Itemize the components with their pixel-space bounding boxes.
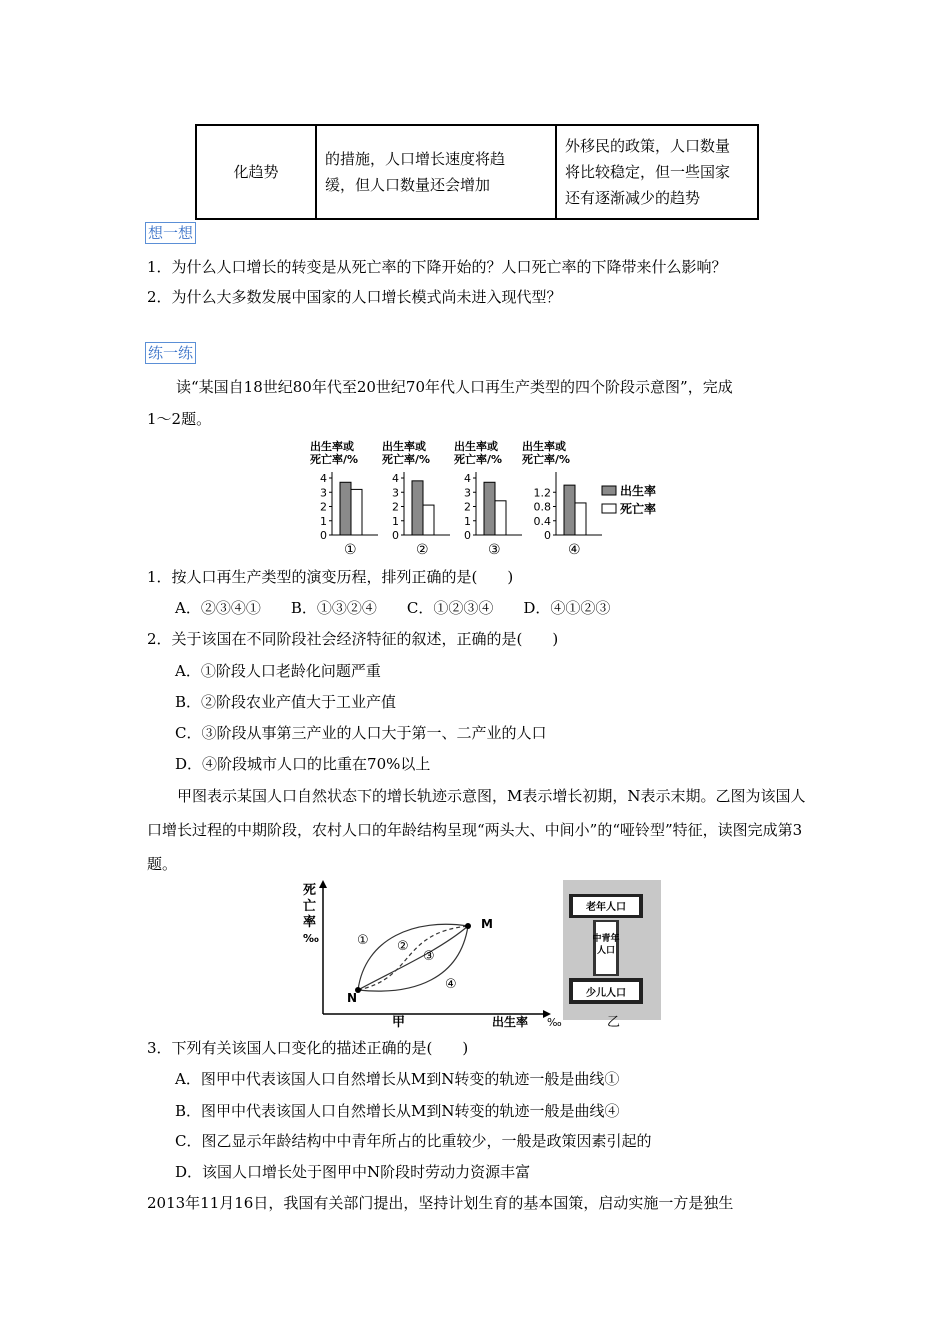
legend-death-label: 死亡率: [620, 502, 657, 516]
panel-1-tick-label: 1: [320, 514, 327, 528]
panel-2-ylabel-line2: 死亡率/%: [382, 453, 431, 466]
panel-4-ylabel-line2: 死亡率/%: [522, 453, 571, 466]
yi-middle-label-2: 人口: [596, 946, 616, 956]
question-2-option-c: C．③阶段从事第三产业的人口大于第一、二产业的人口: [175, 724, 547, 742]
practice-intro-line1: 读“某国自18世纪80年代至20世纪70年代人口再生产类型的四个阶段示意图”，完成: [176, 378, 733, 396]
panel-2-tick-label: 0: [392, 529, 399, 542]
panel-3-tick-label: 1: [464, 514, 471, 528]
legend-birth-swatch: [602, 486, 616, 495]
question-3-option-c: C．图乙显示年龄结构中中青年所占的比重较少，一般是政策因素引起的: [175, 1132, 652, 1150]
question-2-option-d: D．④阶段城市人口的比重在70%以上: [175, 755, 431, 773]
yi-children-label: 少儿人口: [586, 988, 626, 999]
panel-1-tick-label: 0: [320, 529, 327, 542]
jia-curve-3-label: ③: [423, 949, 435, 964]
panel-1-ylabel-line1: 出生率或: [310, 440, 354, 453]
panel-4-tick-label: 0.8: [533, 500, 551, 514]
jia-curve-2-label: ②: [397, 939, 409, 954]
jia-ylabel-unit: ‰: [303, 932, 319, 945]
panel-2-tick-label: 3: [392, 486, 399, 500]
jia-ylabel-3: 率: [303, 915, 317, 930]
jia-y-arrow: [319, 880, 327, 888]
question-3-option-b: B．图甲中代表该国人口自然增长从M到N转变的轨迹一般是曲线④: [175, 1102, 620, 1120]
jia-xunit: ‰: [547, 1016, 562, 1028]
yi-elderly-label: 老年人口: [586, 902, 626, 913]
panel-3-tick-label: 3: [464, 486, 471, 500]
jia-point-m: [465, 923, 471, 929]
panel-3-tick-label: 2: [464, 500, 471, 514]
jia-curve-4-label: ④: [445, 977, 457, 992]
birth-death-rate-chart: [310, 438, 680, 560]
panel-4-tick-label: 1.2: [533, 486, 551, 500]
yi-caption: 乙: [607, 1015, 621, 1028]
practice-label: 练一练: [145, 342, 196, 364]
table-cell-measures: 的措施，人口增长速度将趋 缓，但人口数量还会增加: [316, 125, 556, 219]
jia-caption: 甲: [392, 1015, 406, 1028]
panel-2-ylabel-line1: 出生率或: [382, 440, 426, 453]
panel-4-birth-bar: [564, 485, 575, 535]
question-2-option-a: A．①阶段人口老龄化问题严重: [175, 662, 381, 680]
panel-4-tick-label: 0: [544, 529, 551, 542]
question-1: 1．按人口再生产类型的演变历程，排列正确的是( ): [147, 568, 514, 586]
panel-3-death-bar: [495, 501, 506, 535]
jia-label-m: M: [481, 917, 493, 931]
panel-2-birth-bar: [412, 481, 423, 535]
passage-2013-policy: 2013年11月16日，我国有关部门提出，坚持计划生育的基本国策，启动实施一方是独生: [147, 1194, 734, 1212]
panel-4-category-label: ④: [568, 542, 581, 558]
question-1-options: A．②③④① B．①③②④ C．①②③④ D．④①②③: [175, 599, 611, 617]
panel-4-death-bar: [575, 503, 586, 535]
panel-1-tick-label: 2: [320, 500, 327, 514]
question-2-option-b: B．②阶段农业产值大于工业产值: [175, 693, 397, 711]
panel-3-ylabel-line2: 死亡率/%: [454, 453, 503, 466]
panel-2-tick-label: 2: [392, 500, 399, 514]
think-question-2: 2．为什么大多数发展中国家的人口增长模式尚未进入现代型？: [147, 288, 562, 306]
think-question-1: 1．为什么人口增长的转变是从死亡率的下降开始的？人口死亡率的下降带来什么影响？: [147, 258, 727, 276]
practice-intro-line2: 1～2题。: [147, 410, 212, 428]
question-3: 3．下列有关该国人口变化的描述正确的是( ): [147, 1039, 469, 1057]
panel-2-tick-label: 4: [392, 472, 399, 485]
think-label: 想一想: [145, 222, 196, 244]
panel-1-death-bar: [351, 489, 362, 535]
table-cell-trend: 化趋势: [196, 125, 316, 219]
jia-ylabel-2: 亡: [303, 899, 317, 914]
passage-jia-yi: 甲图表示某国人口自然状态下的增长轨迹示意图，M表示增长初期，N表示末期。乙图为该国人口增长过程的中期阶段，农村人口的年龄结构呈现“两头大、中间小”的“哑铃型”特征，读图完成第3题。: [147, 787, 806, 873]
panel-3-ylabel-line1: 出生率或: [454, 440, 498, 453]
panel-4-tick-label: 0.4: [533, 514, 551, 528]
panel-2-tick-label: 1: [392, 514, 399, 528]
panel-4-ylabel-line1: 出生率或: [522, 440, 566, 453]
panel-1-ylabel-line2: 死亡率/%: [310, 453, 359, 466]
table-cell-migration: 外移民的政策，人口数量 将比较稳定，但一些国家 还有逐渐减少的趋势: [556, 125, 758, 219]
panel-3-category-label: ③: [488, 542, 501, 558]
panel-3-birth-bar: [484, 482, 495, 535]
question-2: 2．关于该国在不同阶段社会经济特征的叙述，正确的是( ): [147, 630, 559, 648]
panel-1-category-label: ①: [344, 542, 357, 558]
question-3-option-a: A．图甲中代表该国人口自然增长从M到N转变的轨迹一般是曲线①: [175, 1070, 620, 1088]
panel-2-death-bar: [423, 505, 434, 535]
panel-1-tick-label: 4: [320, 472, 327, 485]
panel-2-category-label: ②: [416, 542, 429, 558]
panel-1-birth-bar: [340, 482, 351, 535]
jia-xlabel: 出生率: [492, 1015, 529, 1028]
legend-birth-label: 出生率: [620, 484, 657, 498]
legend-death-swatch: [602, 504, 616, 513]
question-3-option-d: D．该国人口增长处于图甲中N阶段时劳动力资源丰富: [175, 1163, 531, 1181]
panel-3-tick-label: 4: [464, 472, 471, 485]
figure-jia: [295, 878, 575, 1028]
figure-yi: [557, 878, 667, 1028]
jia-curve-1-label: ①: [357, 933, 369, 948]
population-trend-table: [195, 124, 759, 220]
jia-label-n: N: [347, 991, 358, 1005]
panel-3-tick-label: 0: [464, 529, 471, 542]
yi-middle-label-1: 中青年: [592, 934, 620, 944]
jia-ylabel-1: 死: [303, 883, 317, 898]
panel-1-tick-label: 3: [320, 486, 327, 500]
